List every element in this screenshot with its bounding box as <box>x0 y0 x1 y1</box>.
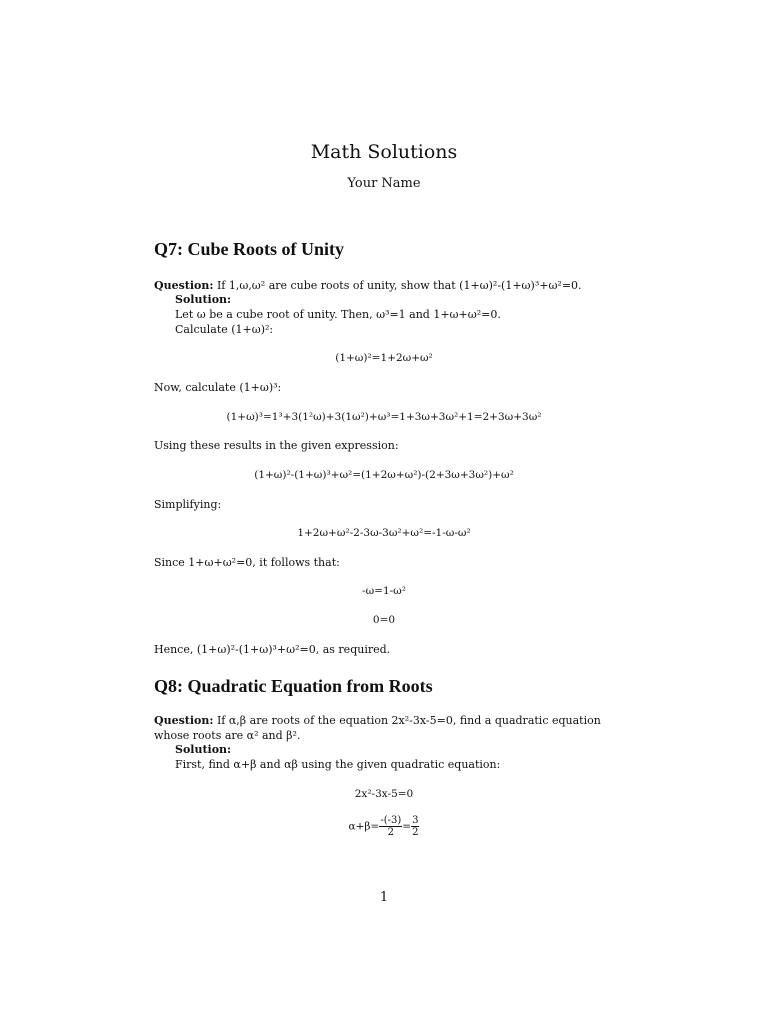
q7-line4: Using these results in the given expression: <box>154 439 399 452</box>
q7-equation-4: 1+2ω+ω²-2-3ω-3ω²+ω²=-1-ω-ω² <box>297 527 471 539</box>
q7-solution-label: Solution: <box>175 293 232 306</box>
q7-question-text: If 1,ω,ω² are cube roots of unity, show that (1+ω)²-(1+ω)³+ω²=0. <box>216 279 582 292</box>
page-number: 1 <box>379 890 389 905</box>
q7-equation-6: 0=0 <box>372 614 396 626</box>
document-title: Math Solutions <box>310 141 458 163</box>
q8-question-text: If α,β are roots of the equation 2x²-3x-5=0, find a quadratic equation <box>216 714 601 727</box>
q8-equation-2 <box>0 815 768 838</box>
q7-equation-3: (1+ω)²-(1+ω)³+ω²=(1+2ω+ω²)-(2+3ω+3ω²)+ω² <box>254 469 514 481</box>
q8-eq2-lhs: α+β= <box>348 820 380 833</box>
q7-line6: Since 1+ω+ω²=0, it follows that: <box>154 556 340 569</box>
q7-equation-5: -ω=1-ω² <box>362 585 406 597</box>
q7-question <box>154 279 582 292</box>
q8-question-text-2: whose roots are α² and β². <box>154 729 301 742</box>
section-heading-q7: Q7: Cube Roots of Unity <box>154 239 345 259</box>
q7-line7: Hence, (1+ω)²-(1+ω)³+ω²=0, as required. <box>154 643 391 656</box>
q7-line3: Now, calculate (1+ω)³: <box>154 381 282 394</box>
q8-eq2-equals: = <box>402 820 412 833</box>
q7-line2: Calculate (1+ω)²: <box>175 323 274 336</box>
q7-question-label: Question: <box>154 279 214 292</box>
section-heading-q8: Q8: Quadratic Equation from Roots <box>154 676 433 696</box>
q8-eq2-fraction-1: $\frac{-(-3)}{2}$ <box>380 815 402 838</box>
q8-question <box>154 714 601 727</box>
q8-eq2-fraction-2: $\frac{3}{2}$ <box>412 815 419 838</box>
q7-line5: Simplifying: <box>154 498 222 511</box>
q8-question-label: Question: <box>154 714 214 727</box>
document-author: Your Name <box>347 176 421 191</box>
q8-solution-label: Solution: <box>175 743 232 756</box>
q7-equation-2: (1+ω)³=1³+3(1²ω)+3(1ω²)+ω³=1+3ω+3ω²+1=2+3ω+3ω² <box>226 411 542 423</box>
q8-line1: First, find α+β and αβ using the given quadratic equation: <box>175 758 501 771</box>
q8-equation-1: 2x²-3x-5=0 <box>354 788 414 800</box>
q7-equation-1: (1+ω)²=1+2ω+ω² <box>335 352 433 364</box>
q7-line1: Let ω be a cube root of unity. Then, ω³=1 and 1+ω+ω²=0. <box>175 308 501 321</box>
